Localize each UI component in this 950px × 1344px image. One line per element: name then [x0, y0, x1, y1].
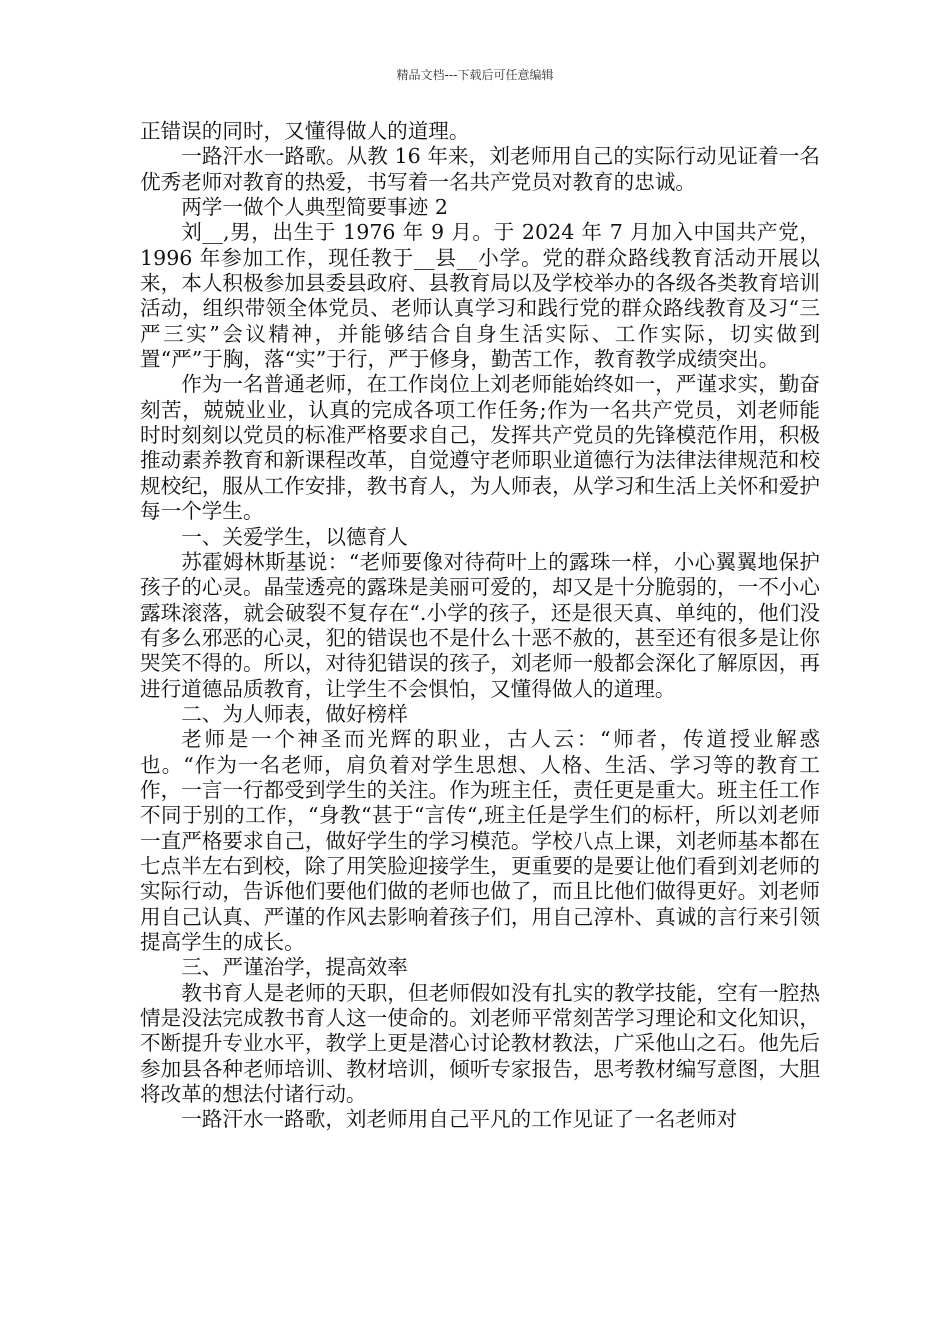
paragraph: 苏霍姆林斯基说：“老师要像对待荷叶上的露珠一样，小心翼翼地保护孩子的心灵。晶莹透亮的露珠是美丽可爱的，却又是十分脆弱的，一不小心露珠滚落，就会破裂不复存在“.小学的孩子，还是很天真、单纯的，他们没有多么邪恶的心灵，犯的错误也不是什么十恶不赦的，甚至还有很多是让你哭笑不得的。所以，对待犯错误的孩子，刘老师一般都会深化了解原因，再进行道德品质教育，让学生不会惧怕，又懂得做人的道理。 [140, 549, 820, 701]
subheading: 三、严谨治学，提高效率 [181, 955, 408, 980]
subheading: 一、关爱学生，以德育人 [181, 524, 408, 549]
section-title: 两学一做个人典型简要事迹 2 [181, 195, 448, 220]
paragraph: 刘__,男，出生于 1976 年 9 月。于 2024 年 7 月加入中国共产党，1996 年参加工作，现任教于__县__小学。党的群众路线教育活动开展以来，本人积极参加县委县政府、县教育局以及学校举办的各级各类教育培训活动，组织带领全体党员、老师认真学习和践行党的群众路线教育及习“三严三实”会议精神，并能够结合自身生活实际、工作实际，切实做到置“严”于胸，落“实”于行，严于修身，勤苦工作，教育教学成绩突出。 [140, 220, 820, 372]
paragraph: 一路汗水一路歌。从教 16 年来，刘老师用自己的实际行动见证着一名优秀老师对教育的热爱，书写着一名共产党员对教育的忠诚。 [140, 144, 820, 194]
paragraph: 作为一名普通老师，在工作岗位上刘老师能始终如一，严谨求实，勤奋刻苦，兢兢业业，认真的完成各项工作任务;作为一名共产党员，刘老师能时时刻刻以党员的标准严格要求自己，发挥共产党员的先锋模范作用，积极推动素养教育和新课程改革，自觉遵守老师职业道德行为法律法律规范和校规校纪，服从工作安排，教书育人，为人师表，从学习和生活上关怀和爱护每一个学生。 [140, 372, 820, 524]
paragraph: 老师是一个神圣而光辉的职业，古人云：“师者，传道授业解惑也。“作为一名老师，肩负着对学生思想、人格、生活、学习等的教育工作，一言一行都受到学生的关注。作为班主任，责任更是重大。班主任工作不同于别的工作，“身教“甚于“言传“,班主任是学生们的标杆，所以刘老师一直严格要求自己，做好学生的学习模范。学校八点上课，刘老师基本都在七点半左右到校，除了用笑脸迎接学生，更重要的是要让他们看到刘老师的实际行动，告诉他们要他们做的老师也做了，而且比他们做得更好。刘老师用自己认真、严谨的作风去影响着孩子们，用自己淳朴、真诚的言行来引领提高学生的成长。 [140, 727, 820, 954]
document-body [140, 119, 820, 1133]
page-header: 精品文档---下载后可任意编辑 [396, 68, 554, 82]
paragraph: 一路汗水一路歌，刘老师用自己平凡的工作见证了一名老师对 [181, 1107, 738, 1132]
subheading: 二、为人师表，做好榜样 [181, 701, 408, 726]
paragraph: 正错误的同时，又懂得做人的道理。 [140, 119, 470, 143]
paragraph: 教书育人是老师的天职，但老师假如没有扎实的教学技能，空有一腔热情是没法完成教书育人这一使命的。刘老师平常刻苦学习理论和文化知识，不断提升专业水平，教学上更是潜心讨论教材教法，广采他山之石。他先后参加县各种老师培训、教材培训，倾听专家报告，思考教材编写意图，大胆将改革的想法付诸行动。 [140, 980, 820, 1107]
